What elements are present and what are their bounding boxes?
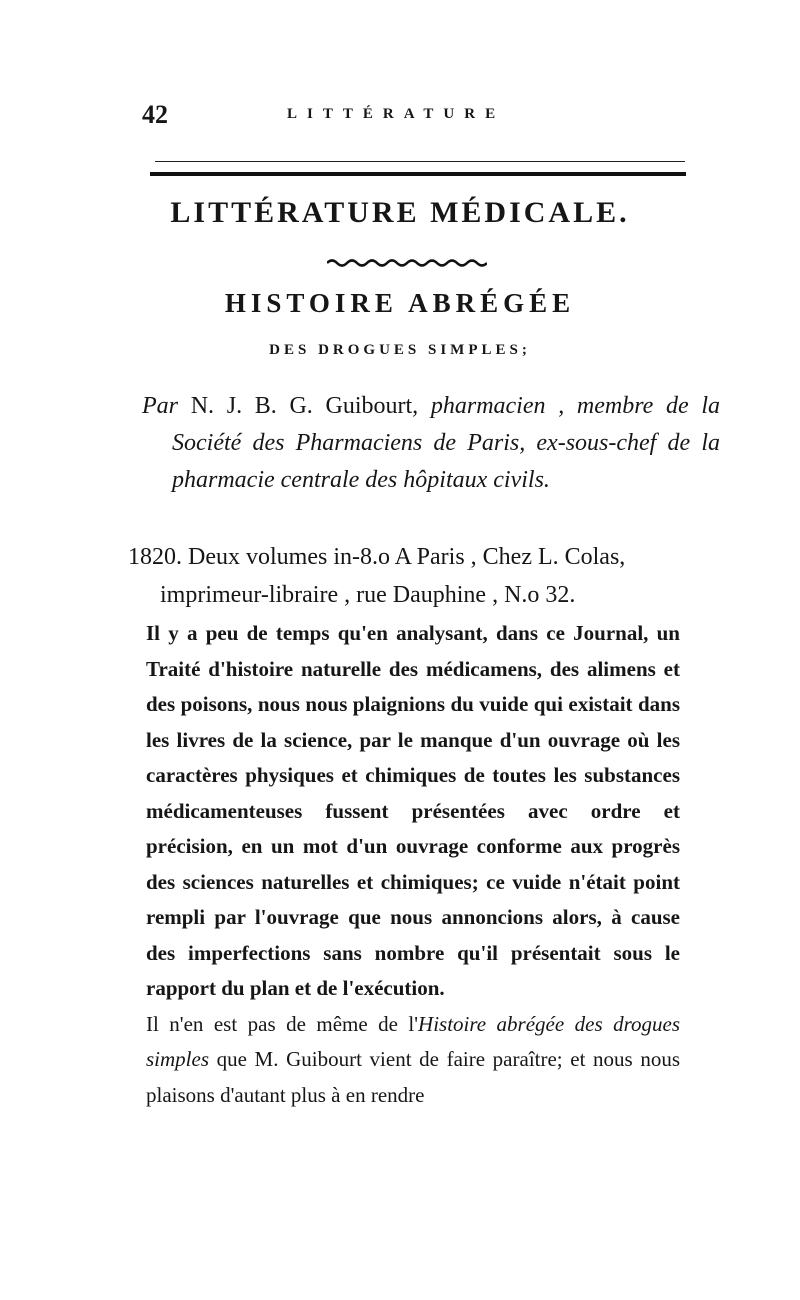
- book-subtitle: DES DROGUES SIMPLES;: [269, 342, 531, 358]
- header-rule-thick: [150, 172, 686, 176]
- header-rule-thin: [155, 161, 685, 162]
- author-block: [142, 388, 720, 499]
- book-title: HISTOIRE ABRÉGÉE: [224, 288, 576, 318]
- author-description: , pharmacien , membre de la Société des Pharmaciens de Paris, ex-sous-chef de la pharmacie centrale des hôpitaux civils.: [172, 393, 721, 493]
- publication-info: 1820. Deux volumes in-8.o A Paris , Chez L. Colas, imprimeur-libraire , rue Dauphine , N.o 32.: [128, 544, 626, 608]
- page-number: 42: [142, 100, 168, 129]
- running-title: LITTÉRATURE: [287, 106, 506, 122]
- paragraph-2-end: que M. Guibourt vient de faire paraître; et nous nous plaisons d'autant plus à en rendre: [146, 1047, 680, 1107]
- body-text: [146, 616, 680, 1113]
- paragraph-2: [146, 1007, 680, 1114]
- paragraph-1: Il y a peu de temps qu'en analysant, dans ce Journal, un Traité d'histoire naturelle des médicamens, des alimens et des poisons, nous nous plaignions du vuide qui existait dans les livres de la science, par le manque d'un ouvrage où les caractères physiques et chimiques de toutes les substances médicamenteuses fussent présentées avec ordre et précision, en un mot d'un ouvrage conforme aux progrès des sciences naturelles et chimiques; ce vuide n'était point rempli par l'ouvrage que nous annoncions alors, à cause des imperfections sans nombre qu'il présentait sous le rapport du plan et de l'exécution.: [146, 621, 680, 1000]
- author-prefix: Par: [142, 393, 178, 419]
- author-name: N. J. B. G. Guibourt: [190, 393, 413, 419]
- paragraph-2-start: Il n'en est pas de même de l': [146, 1011, 419, 1036]
- section-title: LITTÉRATURE MÉDICALE.: [170, 196, 630, 229]
- paragraph-2-title: Histoire abrégée des drogues simples: [146, 1011, 680, 1071]
- ornament-divider: [327, 258, 487, 268]
- running-head: [142, 100, 682, 130]
